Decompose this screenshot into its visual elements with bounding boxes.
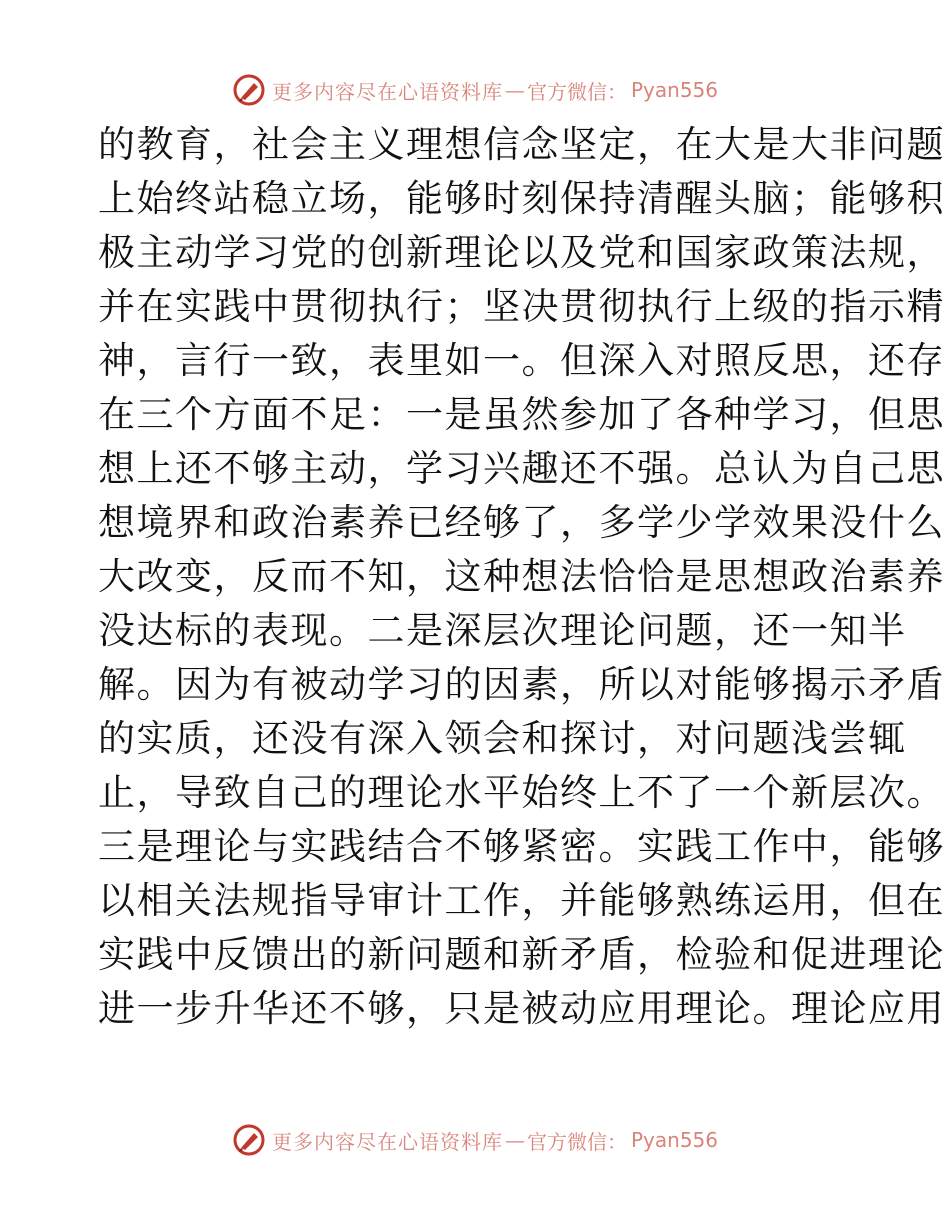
header-watermark-banner	[0, 70, 950, 110]
banner-official-label: 官方微信：	[526, 1129, 627, 1154]
body-line: 解。因为有被动学习的因素，所以对能够揭示矛盾	[98, 663, 945, 706]
body-line: 实践中反馈出的新问题和新矛盾，检验和促进理论	[98, 933, 945, 976]
body-line: 进一步升华还不够，只是被动应用理论。理论应用	[98, 987, 945, 1030]
banner-dash: —	[504, 1128, 525, 1152]
banner-wechat-id: Pyan556	[630, 1128, 718, 1152]
pen-logo-icon	[232, 1123, 266, 1157]
body-line: 极主动学习党的创新理论以及党和国家政策法规，	[98, 231, 945, 274]
body-line: 没达标的表现。二是深层次理论问题，还一知半	[98, 609, 907, 652]
banner-dash: —	[504, 78, 525, 102]
body-line: 上始终站稳立场，能够时刻保持清醒头脑；能够积	[98, 177, 945, 220]
body-line: 的教育，社会主义理想信念坚定，在大是大非问题	[98, 123, 945, 166]
body-line: 想上还不够主动，学习兴趣还不强。总认为自己思	[98, 447, 945, 490]
body-line: 以相关法规指导审计工作，并能够熟练运用，但在	[98, 879, 945, 922]
body-line: 止，导致自己的理论水平始终上不了一个新层次。	[98, 771, 945, 814]
body-line: 大改变，反而不知，这种想法恰恰是思想政治素养	[98, 555, 945, 598]
footer-watermark-banner	[0, 1120, 950, 1160]
body-line: 想境界和政治素养已经够了，多学少学效果没什么	[98, 501, 945, 544]
document-body	[98, 118, 945, 1036]
body-line: 在三个方面不足：一是虽然参加了各种学习，但思	[98, 393, 945, 436]
body-line: 三是理论与实践结合不够紧密。实践工作中，能够	[98, 825, 945, 868]
body-line: 神，言行一致，表里如一。但深入对照反思，还存	[98, 339, 945, 382]
body-line: 的实质，还没有深入领会和探讨，对问题浅尝辄	[98, 717, 907, 760]
banner-brand-text: 更多内容尽在心语资料库	[271, 1129, 503, 1154]
banner-brand-text: 更多内容尽在心语资料库	[271, 79, 503, 104]
body-line: 并在实践中贯彻执行；坚决贯彻执行上级的指示精	[98, 285, 945, 328]
pen-logo-icon	[232, 73, 266, 107]
banner-official-label: 官方微信：	[526, 79, 627, 104]
banner-wechat-id: Pyan556	[630, 78, 718, 102]
